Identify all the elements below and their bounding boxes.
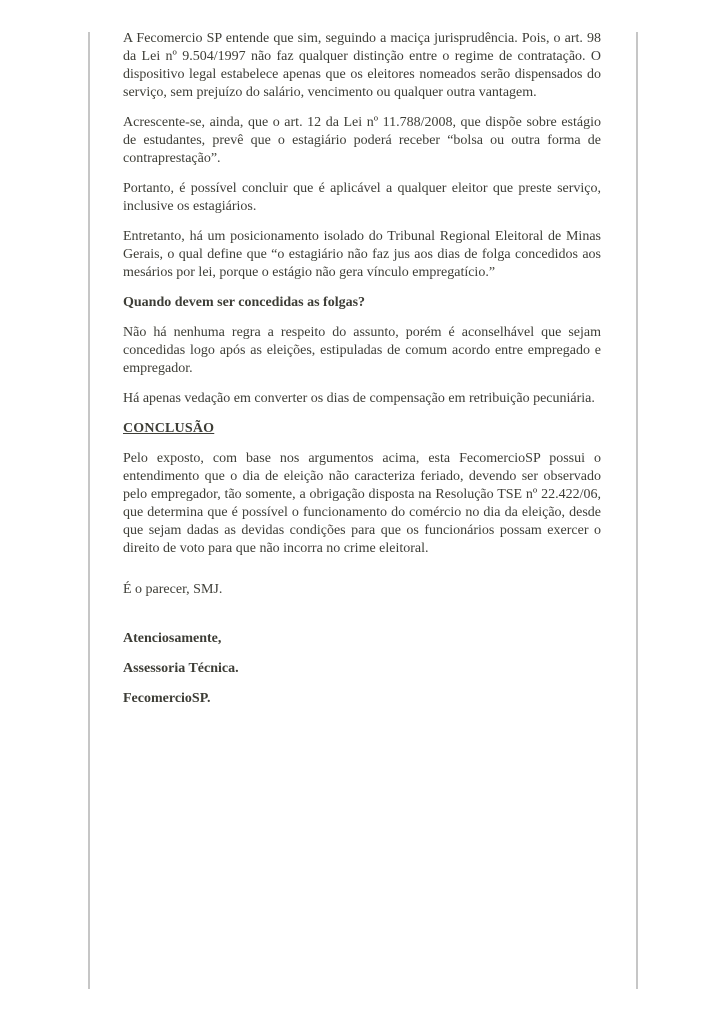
paragraph-conclusao-texto: Pelo exposto, com base nos argumentos acima, esta FecomercioSP possui o entendimento que o dia de eleição não caracteriza feriado, devendo ser observado pelo empregador, tão somente, a obrigação disposta na Resolução TSE nº 22.422/06, que determina que é possível o funcionamento do comércio no dia da eleição, desde que sejam dadas as devidas condições para que os funcionários possam exercer o direito de voto para que não incorra no crime eleitoral. [123,451,601,556]
signature-assessoria-tecnica: Assessoria Técnica. [123,661,239,676]
paragraph-entretanto-tre-mg: Entretanto, há um posicionamento isolado do Tribunal Regional Eleitoral de Minas Gerais, o qual define que “o estagiário não faz jus aos dias de folga concedidos aos mesários por lei, porque o estágio não gera vínculo empregatício.” [123,229,601,280]
heading-conclusao: CONCLUSÃO [123,421,215,436]
right-border-rule [636,32,638,989]
paragraph-lei-estagio: Acrescente-se, ainda, que o art. 12 da Lei nº 11.788/2008, que dispõe sobre estágio de estudantes, prevê que o estagiário poderá receber “bolsa ou outra forma de contraprestação”. [123,115,601,166]
paragraph-jurisprudencia: A Fecomercio SP entende que sim, seguindo a maciça jurisprudência. Pois, o art. 98 da Lei nº 9.504/1997 não faz qualquer distinção entre o regime de contratação. O dispositivo legal estabelece apenas que os eleitores nomeados serão dispensados do serviço, sem prejuízo do salário, vencimento ou qualquer outra vantagem. [123,31,601,100]
closing-parecer: É o parecer, SMJ. [123,582,223,597]
paragraph-vedacao: Há apenas vedação em converter os dias de compensação em retribuição pecuniária. [123,391,595,406]
left-border-rule [88,32,90,989]
heading-quando-folgas: Quando devem ser concedidas as folgas? [123,295,366,310]
paragraph-portanto: Portanto, é possível concluir que é aplicável a qualquer eleitor que preste serviço, inclusive os estagiários. [123,181,601,214]
signature-atenciosamente: Atenciosamente, [123,631,222,646]
signature-fecomerciosp: FecomercioSP. [123,691,211,706]
document-body [123,30,601,720]
paragraph-nao-ha-regra: Não há nenhuma regra a respeito do assunto, porém é aconselhável que sejam concedidas logo após as eleições, estipuladas de comum acordo entre empregado e empregador. [123,325,601,376]
